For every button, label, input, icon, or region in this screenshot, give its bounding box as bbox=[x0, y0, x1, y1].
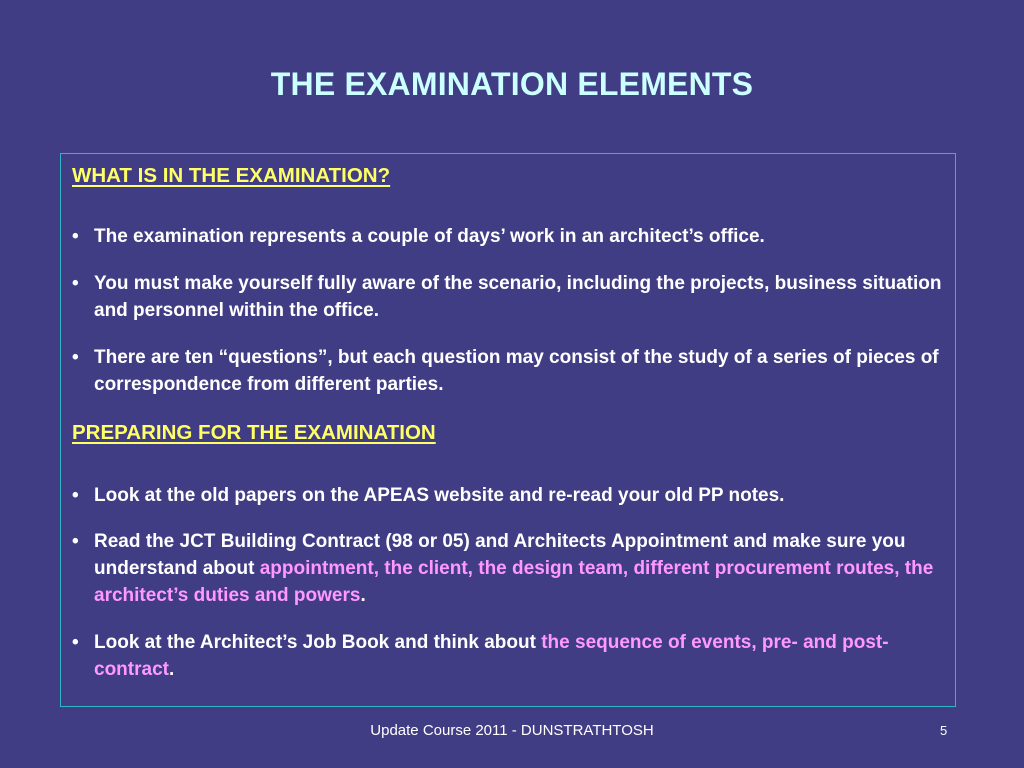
page-number: 5 bbox=[940, 723, 948, 738]
bullet-icon: • bbox=[72, 531, 79, 552]
bullet-item bbox=[72, 629, 942, 683]
section-heading-what-is-in-exam: WHAT IS IN THE EXAMINATION? bbox=[72, 164, 391, 187]
highlighted-text: the sequence of events, pre- and post- contract bbox=[94, 632, 889, 680]
bullet-icon: • bbox=[72, 273, 79, 294]
highlighted-text: appointment, the client, the design team, different procurement routes, the architect’s duties and powers bbox=[94, 558, 934, 606]
bullet-text: You must make yourself fully aware of the scenario, including the projects, business situation and personnel within the office. bbox=[94, 273, 942, 321]
bullet-text-part: Read the JCT Building Contract (98 or 05) and Architects Appointment and make sure you understand about bbox=[94, 531, 906, 579]
content-box bbox=[60, 153, 956, 707]
bullet-text bbox=[94, 528, 942, 609]
bullet-text-part: Look at the Architect’s Job Book and think about bbox=[94, 632, 542, 653]
bullet-item bbox=[72, 482, 942, 509]
bullet-text: The examination represents a couple of days’ work in an architect’s office. bbox=[94, 226, 765, 247]
bullet-icon: • bbox=[72, 226, 79, 247]
bullet-item bbox=[72, 528, 942, 609]
bullet-item bbox=[72, 270, 942, 324]
bullet-text: There are ten “questions”, but each question may consist of the study of a series of pieces of correspondence from different parties. bbox=[94, 347, 939, 395]
section-heading-preparing: PREPARING FOR THE EXAMINATION bbox=[72, 421, 436, 444]
bullet-text: Look at the old papers on the APEAS website and re-read your old PP notes. bbox=[94, 485, 785, 506]
bullet-item bbox=[72, 223, 942, 250]
bullet-item bbox=[72, 344, 942, 398]
bullet-text-part: . bbox=[168, 659, 175, 680]
bullet-icon: • bbox=[72, 347, 79, 368]
slide-title: THE EXAMINATION ELEMENTS bbox=[270, 66, 754, 102]
bullet-icon: • bbox=[72, 485, 79, 506]
bullet-icon: • bbox=[72, 632, 79, 653]
slide-footer: Update Course 2011 - DUNSTRATHTOSH bbox=[370, 722, 654, 739]
bullet-text-part: . bbox=[360, 585, 366, 606]
bullet-text bbox=[94, 629, 942, 683]
